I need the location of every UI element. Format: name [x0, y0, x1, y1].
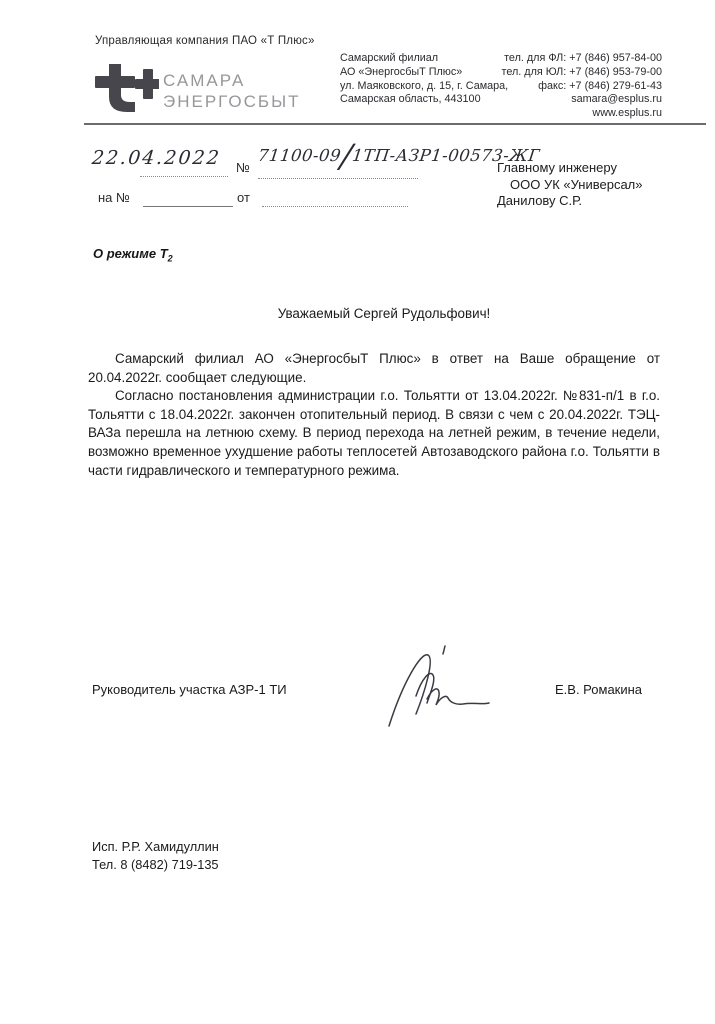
number-underline [258, 178, 418, 179]
number-slash: / [338, 137, 355, 175]
number-label: № [236, 160, 250, 175]
management-company-line: Управляющая компания ПАО «Т Плюс» [95, 35, 315, 47]
from-label: от [237, 190, 250, 205]
handwritten-date: 22.04.2022 [90, 147, 222, 169]
recipient-company: ООО УК «Универсал» [510, 176, 643, 192]
recipient-name: Данилову С.Р. [497, 193, 582, 208]
fax: факс: +7 (846) 279-61-43 [538, 79, 662, 92]
logo-word-line1: САМАРА [163, 71, 246, 90]
sender-line: Самарский филиал [340, 52, 439, 64]
salutation: Уважаемый Сергей Рудольфович! [277, 306, 491, 321]
sender-line: ул. Маяковского, д. 15, г. Самара, [340, 79, 509, 92]
on-number-label: на № [98, 190, 130, 205]
logo-word-line2: ЭНЕРГОСБЫТ [163, 92, 301, 111]
signer-name: Е.В. Ромакина [555, 682, 643, 697]
subject-text: О режиме Т [93, 246, 168, 261]
contacts-block [380, 52, 662, 121]
executor-phone: Тел. 8 (8482) 719-135 [92, 857, 219, 872]
subject-line [93, 246, 173, 264]
email: samara@esplus.ru [571, 93, 662, 106]
body-paragraph-1: Самарский филиал АО «ЭнергосбыТ Плюс» в ответ на Ваше обращение от 20.04.2022г. сообщает следующие. [88, 351, 660, 385]
phone-ul: тел. для ЮЛ: +7 (846) 953-79-00 [501, 65, 662, 78]
header-divider-line [84, 123, 706, 125]
website: www.esplus.ru [592, 107, 662, 120]
from-underline [262, 206, 408, 207]
letter-body [88, 350, 660, 480]
number-part2: 1ТП-АЗР1-00573-ЖГ [351, 146, 541, 165]
recipient-block [497, 160, 643, 210]
recipient-title: Главному инженеру [497, 160, 617, 175]
on-number-underline [143, 206, 233, 207]
subject-subscript: 2 [167, 253, 173, 264]
executor-block [92, 838, 219, 874]
phone-fl: тел. для ФЛ: +7 (846) 957-84-00 [504, 52, 662, 64]
date-underline [140, 176, 228, 177]
executor-name: Исп. Р.Р. Хамидуллин [92, 839, 219, 854]
number-part1: 71100-09 [256, 146, 343, 165]
sender-line: Самарская область, 443100 [340, 93, 481, 106]
logo-wordmark [163, 70, 301, 112]
signature-icon [383, 642, 495, 730]
body-paragraph-2: Согласно постановления администрации г.о. Тольятти от 13.04.2022г. №831-п/1 в г.о. Тольятти с 18.04.2022г. закончен отопительный период. В связи с чем с 20.04.2022г. ТЭЦ-ВАЗа перешла на летнюю схему. В период перехода на летней режим, в течение недели, возможно временное ухудшение работы теплосетей Автозаводского района г.о. Тольятти в части гидравлического и температурного режима. [88, 388, 660, 478]
sender-line: АО «ЭнергосбыТ Плюс» [340, 65, 463, 78]
signer-position: Руководитель участка АЗР-1 ТИ [92, 682, 287, 697]
tplus-logo-icon [95, 60, 159, 118]
